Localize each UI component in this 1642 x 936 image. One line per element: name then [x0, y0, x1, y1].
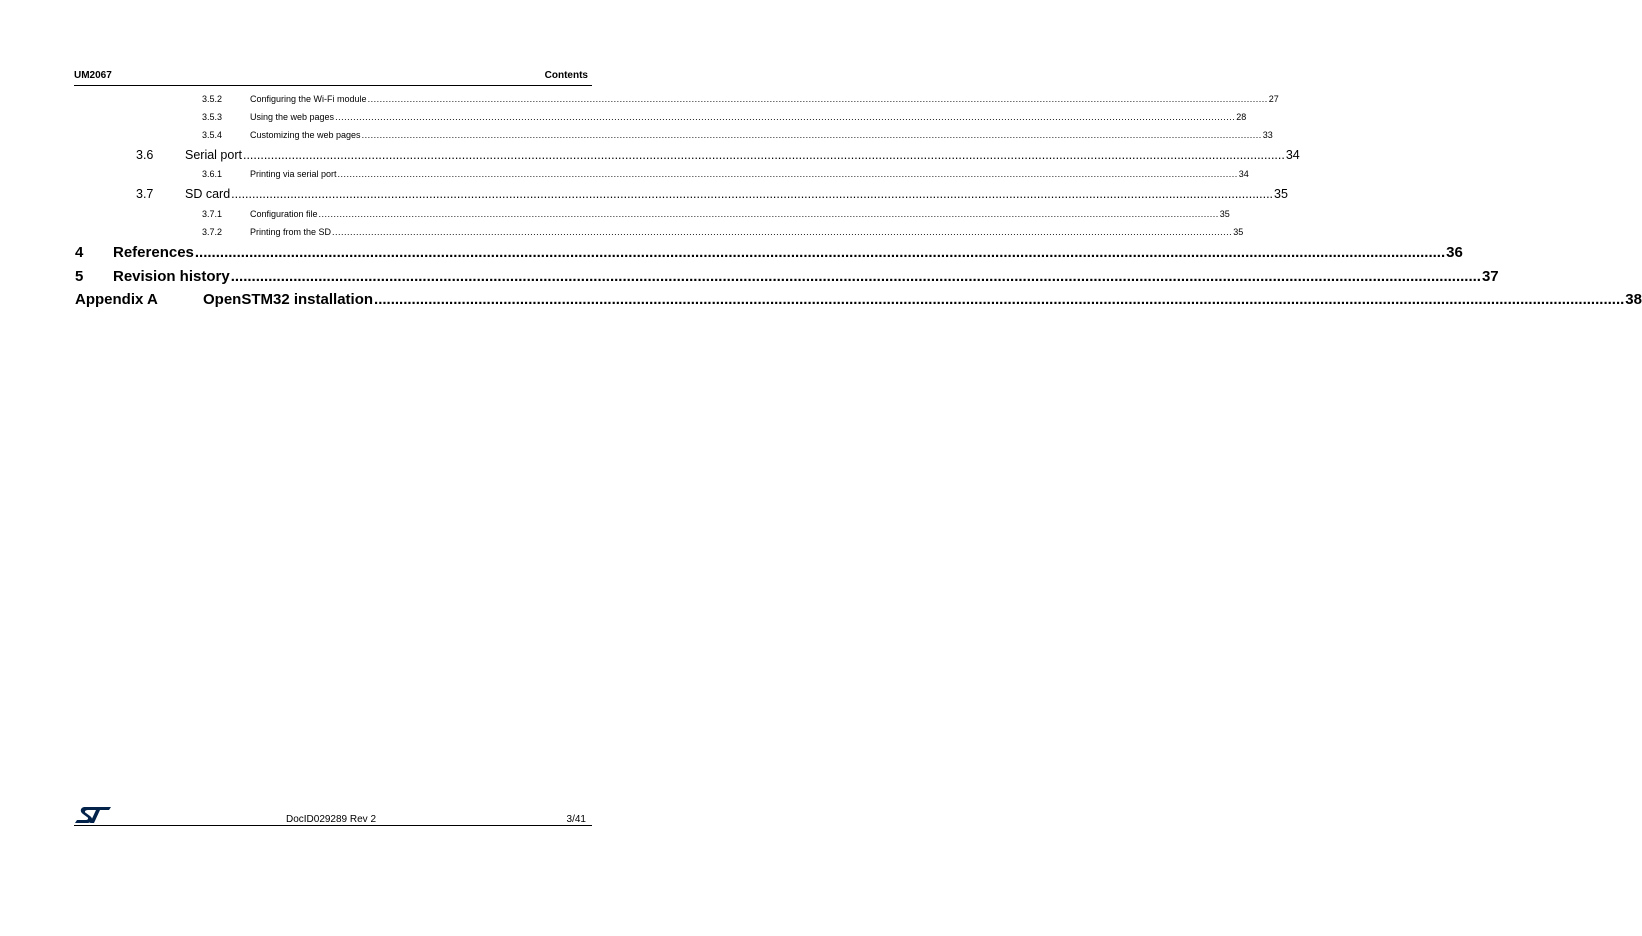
toc-leader-dots: ............................................................................................................................................................................................................................................................................................................ [230, 268, 1481, 285]
toc-leader-dots: ............................................................................................................................................................................................................................................................................................................ [242, 148, 1285, 162]
header-doc-id: UM2067 [74, 70, 112, 81]
toc-leader-dots: ............................................................................................................................................................................................................................................................................................................ [231, 187, 1274, 201]
toc-leader-dots: ............................................................................................................................................................................................................................................................................................................ [367, 94, 1268, 104]
toc-entry-appendix-a[interactable] [75, 291, 1642, 308]
toc-entry-title: Printing via serial port [250, 169, 337, 179]
toc-entry-number: 3.5.3 [202, 112, 223, 122]
toc-entry-page: 35 [1219, 209, 1230, 219]
toc-entry-page: 34 [1238, 169, 1249, 179]
toc-entry-number: 3.7.2 [202, 227, 223, 237]
toc-entry-title: Configuring the Wi-Fi module [250, 94, 367, 104]
toc-entry-3-7-1[interactable] [202, 209, 1230, 219]
toc-entry-title: Configuration file [250, 209, 318, 219]
toc-leader-dots: ............................................................................................................................................................................................................................................................................................................ [335, 112, 1236, 122]
toc-entry-page: 33 [1262, 130, 1273, 140]
toc-entry-number: 3.5.2 [202, 94, 223, 104]
toc-entry-3-7-2[interactable] [202, 227, 1244, 237]
toc-entry-page: 28 [1236, 112, 1247, 122]
toc-entry-number: 3.6.1 [202, 169, 223, 179]
toc-entry-number: 3.7 [136, 187, 154, 201]
toc-entry-number: 5 [75, 268, 84, 285]
toc-entry-4[interactable] [75, 244, 1463, 261]
toc-entry-page: 38 [1625, 291, 1642, 308]
toc-entry-number: 4 [75, 244, 84, 261]
toc-entry-3-6[interactable] [136, 148, 1300, 162]
toc-entry-number: 3.7.1 [202, 209, 223, 219]
toc-entry-page: 37 [1481, 268, 1499, 285]
toc-entry-title: Revision history [113, 268, 230, 285]
toc-entry-title: OpenSTM32 installation [203, 291, 374, 308]
toc-entry-3-5-3[interactable] [202, 112, 1247, 122]
footer-page-count: 3/41 [566, 814, 586, 825]
toc-entry-number: Appendix A [75, 291, 158, 308]
toc-entry-page: 27 [1268, 94, 1279, 104]
toc-entry-number: 3.5.4 [202, 130, 223, 140]
toc-entry-page: 36 [1446, 244, 1463, 261]
page-header [74, 69, 592, 86]
toc-entry-3-5-2[interactable] [202, 94, 1279, 104]
toc-entry-3-7[interactable] [136, 187, 1288, 201]
toc-entry-3-5-4[interactable] [202, 130, 1273, 140]
toc-entry-5[interactable] [75, 268, 1499, 285]
toc-leader-dots: ............................................................................................................................................................................................................................................................................................................ [318, 209, 1219, 219]
header-section-title: Contents [544, 70, 588, 81]
toc-entry-page: 34 [1285, 148, 1300, 162]
footer-divider [74, 825, 592, 826]
toc-leader-dots: ............................................................................................................................................................................................................................................................................................................ [374, 291, 1625, 308]
toc-entry-3-6-1[interactable] [202, 169, 1249, 179]
toc-entry-title: Serial port [185, 148, 242, 162]
toc-entry-title: SD card [185, 187, 231, 201]
toc-entry-title: Customizing the web pages [250, 130, 361, 140]
toc-entry-page: 35 [1274, 187, 1288, 201]
toc-leader-dots: ............................................................................................................................................................................................................................................................................................................ [361, 130, 1262, 140]
toc-leader-dots: ............................................................................................................................................................................................................................................................................................................ [337, 169, 1238, 179]
footer-doc-reference: DocID029289 Rev 2 [285, 814, 377, 825]
toc-entry-title: Printing from the SD [250, 227, 332, 237]
toc-leader-dots: ............................................................................................................................................................................................................................................................................................................ [332, 227, 1233, 237]
toc-entry-title: References [113, 244, 194, 261]
toc-leader-dots: ............................................................................................................................................................................................................................................................................................................ [194, 244, 1446, 261]
toc-entry-number: 3.6 [136, 148, 154, 162]
toc-entry-page: 35 [1233, 227, 1244, 237]
toc-entry-title: Using the web pages [250, 112, 335, 122]
